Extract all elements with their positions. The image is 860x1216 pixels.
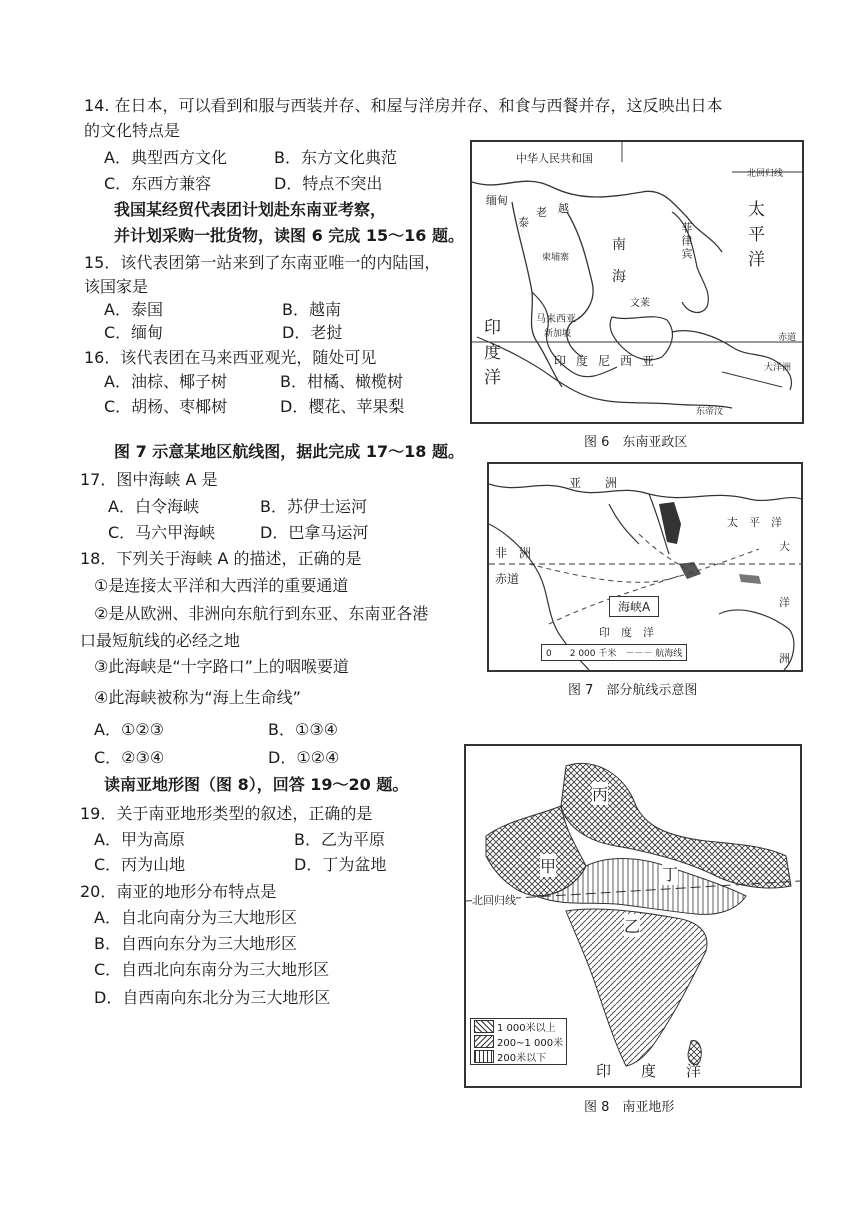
fig8-legend [470, 1018, 567, 1065]
q14-stem-line1: 14. 在日本，可以看到和服与西装并存、和屋与洋房并存、和食与西餐并存，这反映出日本 [84, 96, 723, 115]
fig7-map-shipping-routes [487, 462, 803, 672]
q18-item-4: ④此海峡被称为“海上生命线” [94, 688, 301, 707]
q18-item-3: ③此海峡是“十字路口”上的咽喉要道 [94, 657, 349, 676]
fig7-label-asia: 亚 洲 [569, 476, 618, 490]
q17-stem: 17．图中海峡 A 是 [80, 470, 218, 489]
fig7-label-pacific: 太 平 洋 [727, 516, 782, 529]
fig8-label-yi: 乙 [624, 914, 640, 937]
q18-option-b: B．①③④ [268, 720, 339, 739]
fig6-label-cambodia: 柬埔寨 [542, 253, 570, 263]
fig7-label-oceania-1: 大 [779, 540, 790, 553]
q19-stem: 19．关于南亚地形类型的叙述，正确的是 [80, 804, 373, 823]
fig6-label-equator: 赤道 [778, 333, 797, 343]
q15-option-c: C．缅甸 [104, 323, 164, 342]
q16-option-a: A．油棕、椰子树 [104, 372, 227, 391]
q20-option-c: C．自西北向东南分为三大地形区 [94, 960, 330, 979]
q20-option-d: D．自西南向东北分为三大地形区 [94, 988, 331, 1007]
fig6-label-brunei: 文莱 [630, 298, 650, 309]
fig8-legend-mid-label: 200~1 000米 [497, 1038, 564, 1049]
q18-item-1: ①是连接太平洋和大西洋的重要通道 [94, 576, 349, 595]
fig7-label-oceania-3: 洲 [779, 652, 790, 665]
q19-option-b: B．乙为平原 [294, 830, 385, 849]
q19-option-d: D．丁为盆地 [294, 855, 387, 874]
fig8-legend-mid [471, 1034, 566, 1049]
fig7-label-africa: 非 洲 [495, 546, 532, 560]
q17-option-d: D．巴拿马运河 [260, 523, 369, 542]
fig8-legend-mid-swatch [474, 1035, 494, 1048]
q18-option-a: A．①②③ [94, 720, 164, 739]
fig6-label-laos: 老 [536, 206, 547, 219]
q16-option-d: D．樱花、苹果梨 [280, 397, 405, 416]
q17-option-b: B．苏伊士运河 [260, 497, 367, 516]
fig8-caption: 图 8 南亚地形 [584, 1100, 675, 1115]
fig7-label-oceania-2: 洋 [779, 596, 790, 609]
q15-stem-line1: 15．该代表团第一站来到了东南亚唯一的内陆国， [84, 253, 441, 272]
fig8-legend-high-swatch [474, 1020, 494, 1033]
q19-option-c: C．丙为山地 [94, 855, 186, 874]
q18-option-c: C．②③④ [94, 748, 165, 767]
fig6-label-malaysia: 马来西亚 [536, 314, 576, 325]
fig6-label-singapore: 新加坡 [544, 329, 572, 339]
q18-option-d: D．①②④ [268, 748, 340, 767]
fig6-label-tropic: 北回归线 [747, 169, 784, 179]
intro15-line2: 并计划采购一批货物，读图 6 完成 15～16 题。 [114, 226, 464, 245]
fig6-coastline-drawing [472, 142, 802, 422]
q19-option-a: A．甲为高原 [94, 830, 185, 849]
fig7-caption: 图 7 部分航线示意图 [568, 683, 698, 698]
fig8-label-ding: 丁 [662, 862, 678, 885]
fig6-label-indian-ocean: 印度洋 [480, 318, 500, 393]
fig8-label-bing: 丙 [592, 782, 608, 805]
q15-option-d: D．老挝 [282, 323, 343, 342]
fig7-label-strait-a: 海峡A [609, 596, 659, 617]
q14-option-c: C．东西方兼容 [104, 174, 212, 193]
q14-option-a: A．典型西方文化 [104, 148, 227, 167]
q20-option-b: B．自西向东分为三大地形区 [94, 934, 297, 953]
q18-item-2-cont: 口最短航线的必经之地 [80, 631, 241, 650]
fig6-label-thailand: 泰 [518, 216, 529, 229]
fig8-legend-low-label: 200米以下 [497, 1053, 547, 1064]
fig6-label-china: 中华人民共和国 [516, 152, 593, 165]
q20-stem: 20．南亚的地形分布特点是 [80, 882, 277, 901]
q17-option-c: C．马六甲海峡 [108, 523, 216, 542]
intro17: 图 7 示意某地区航线图，据此完成 17～18 题。 [114, 442, 464, 461]
fig6-label-sea: 海 [612, 269, 626, 285]
q20-option-a: A．自北向南分为三大地形区 [94, 908, 297, 927]
fig8-label-jia: 甲 [540, 854, 556, 877]
fig7-label-equator: 赤道 [495, 572, 520, 586]
q15-option-a: A．泰国 [104, 300, 163, 319]
fig6-label-timor: 东帝汶 [696, 407, 724, 417]
fig8-legend-high-label: 1 000米以上 [497, 1023, 556, 1034]
fig6-label-indonesia: 印度尼西亚 [554, 354, 665, 368]
fig6-caption: 图 6 东南亚政区 [584, 435, 688, 450]
q18-stem: 18．下列关于海峡 A 的描述，正确的是 [80, 549, 362, 568]
fig6-label-vietnam: 越 [558, 202, 569, 215]
fig8-label-tropic: 北回归线 [472, 894, 516, 907]
q16-stem: 16．该代表团在马来西亚观光，随处可见 [84, 348, 377, 367]
fig8-map-south-asia-terrain [464, 744, 802, 1088]
fig7-label-indian-ocean: 印 度 洋 [599, 626, 654, 639]
intro15-line1: 我国某经贸代表团计划赴东南亚考察， [114, 200, 387, 219]
q16-option-c: C．胡杨、枣椰树 [104, 397, 228, 416]
fig6-label-south: 南 [612, 237, 626, 253]
q14-option-d: D．特点不突出 [274, 174, 383, 193]
fig6-label-pacific: 太平洋 [744, 200, 764, 275]
q18-item-2: ②是从欧洲、非洲向东航行到东亚、东南亚各港 [94, 604, 429, 623]
fig8-label-indian-ocean: 印 度 洋 [596, 1062, 702, 1080]
q17-option-a: A．白令海峡 [108, 497, 199, 516]
intro19: 读南亚地形图（图 8），回答 19～20 题。 [104, 775, 409, 794]
fig8-legend-high [471, 1019, 566, 1034]
q14-option-b: B．东方文化典范 [274, 148, 397, 167]
q16-option-b: B．柑橘、橄榄树 [280, 372, 403, 391]
fig6-map-southeast-asia [470, 140, 804, 424]
q15-option-b: B．越南 [282, 300, 341, 319]
q15-stem-line2: 该国家是 [84, 277, 149, 296]
fig7-scale-legend: 0 2 000 千米 －－－ 航海线 [541, 644, 687, 661]
fig6-label-philippines: 菲律宾 [680, 222, 693, 261]
q14-stem-line2: 的文化特点是 [84, 121, 181, 140]
fig6-label-burma: 缅甸 [486, 194, 508, 207]
fig8-legend-low-swatch [474, 1050, 494, 1063]
fig8-legend-low [471, 1049, 566, 1064]
fig6-label-australia: 大洋洲 [764, 363, 792, 373]
